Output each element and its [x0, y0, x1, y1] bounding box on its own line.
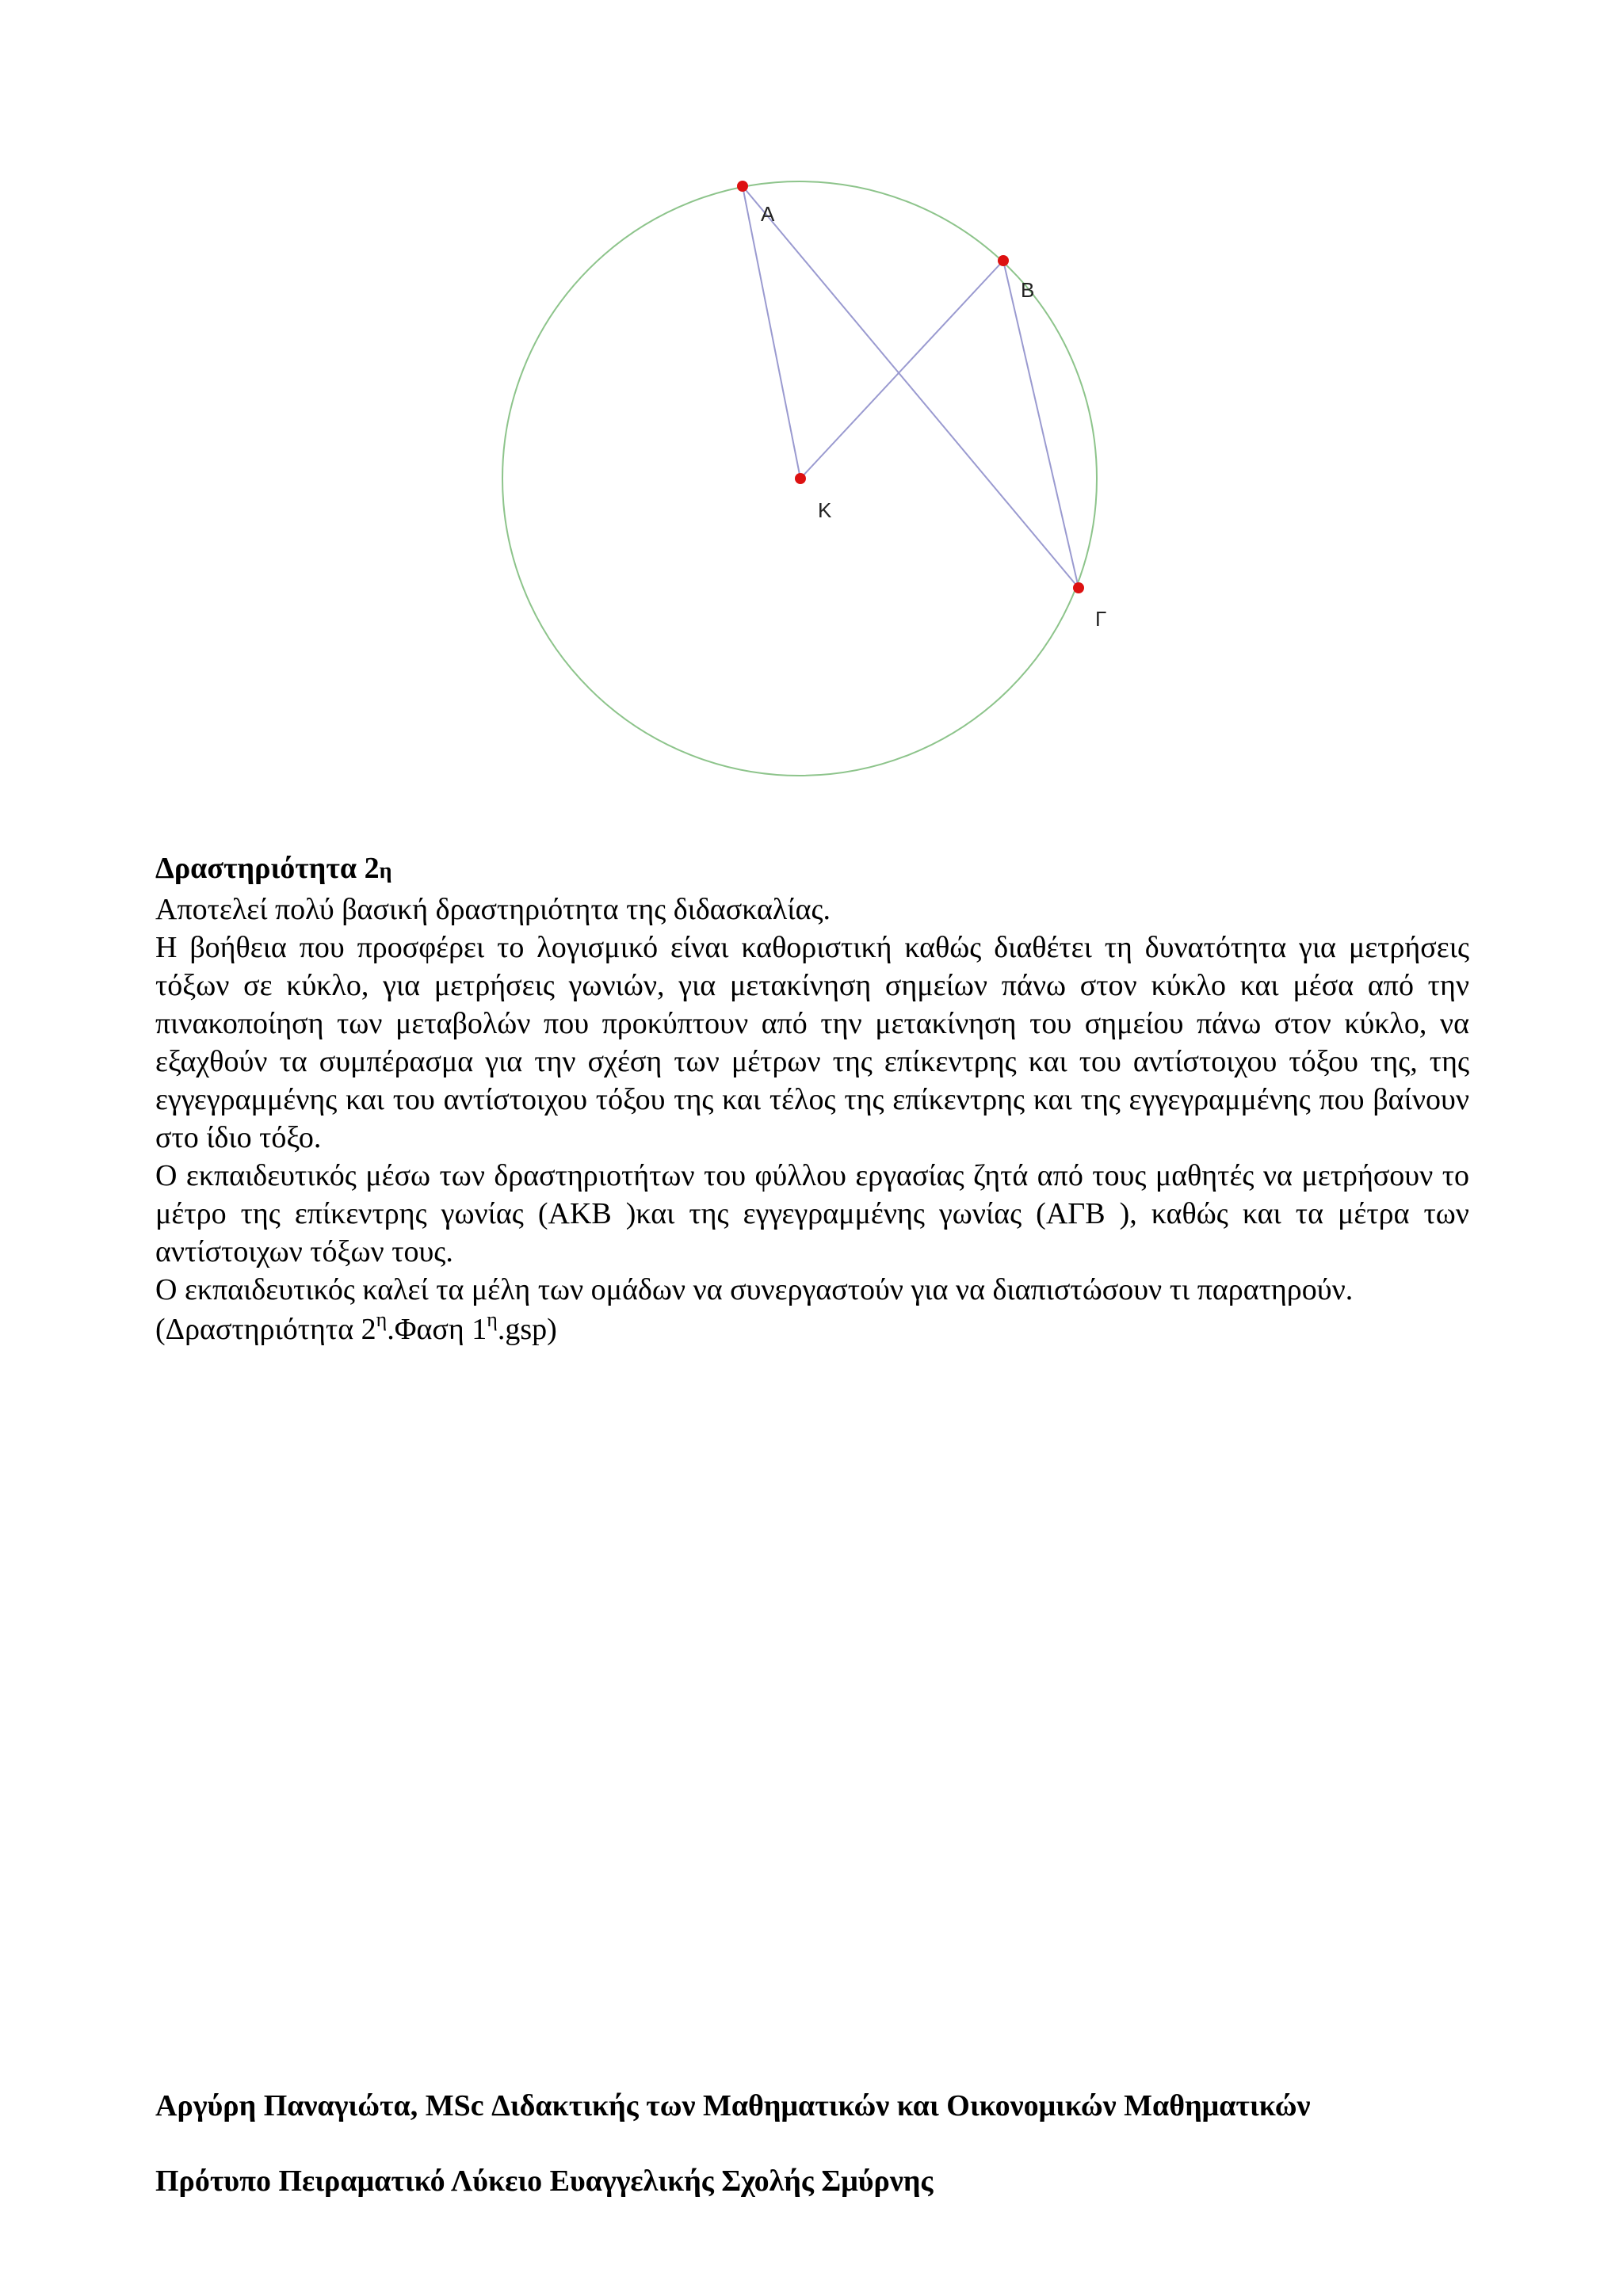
- point-B-label: Β: [1021, 278, 1035, 302]
- file-ref-part1: (Δραστηριότητα 2: [155, 1313, 376, 1346]
- point-A[interactable]: [737, 181, 748, 192]
- file-ref-sup2: η: [487, 1308, 498, 1332]
- point-K-label: Κ: [818, 498, 832, 522]
- footer-author: Αργύρη Παναγιώτα, MSc Διδακτικής των Μαθηματικών και Οικονομικών Μαθηματικών: [155, 2089, 1311, 2122]
- segment-AG: [743, 186, 1079, 588]
- paragraph-teacher-groups: Ο εκπαιδευτικός καλεί τα μέλη των ομάδων να συνεργαστούν για να διαπιστώσουν τι παρατηρούν.: [155, 1273, 1354, 1306]
- point-B[interactable]: [998, 255, 1009, 266]
- point-A-label: Α: [761, 202, 775, 226]
- heading-text: Δραστηριότητα 2: [155, 852, 380, 885]
- file-ref-part3: .gsp): [497, 1313, 557, 1346]
- segment-BG: [1003, 261, 1079, 588]
- point-K[interactable]: [795, 473, 806, 484]
- paragraph-teacher-measure: Ο εκπαιδευτικός μέσω των δραστηριοτήτων του φύλλου εργασίας ζητά από τους μαθητές να μετρήσουν το μέτρο της επίκεντρης γωνίας (ΑΚΒ )και της εγγεγραμμένης γωνίας (ΑΓΒ ), καθώς και τα μέτρα των αντίστοιχων τόξων τους.: [155, 1159, 1469, 1268]
- footer-school: Πρότυπο Πειραματικό Λύκειο Ευαγγελικής Σχολής Σμύρνης: [155, 2164, 934, 2198]
- file-reference: [155, 1310, 1469, 1348]
- activity-text: [155, 849, 1469, 1348]
- paragraph-intro: Αποτελεί πολύ βασική δραστηριότητα της διδασκαλίας.: [155, 893, 831, 926]
- heading-sub: η: [379, 859, 392, 883]
- geometry-figure: [0, 0, 1623, 792]
- file-ref-sup1: η: [376, 1308, 388, 1332]
- point-G-label: Γ: [1095, 607, 1107, 631]
- segment-KB: [800, 261, 1003, 479]
- point-G[interactable]: [1073, 582, 1084, 593]
- segment-AK: [743, 186, 800, 479]
- activity-heading: [155, 849, 1469, 891]
- file-ref-part2: .Φαση 1: [387, 1313, 487, 1346]
- paragraph-software: Η βοήθεια που προσφέρει το λογισμικό είναι καθοριστική καθώς διαθέτει τη δυνατότητα για μετρήσεις τόξων σε κύκλο, για μετρήσεις γωνιών, για μετακίνηση σημείων πάνω στον κύκλο και μέσα από την πινακοποίηση των μεταβολών που προκύπτουν από την μετακίνηση του σημείου πάνω στον κύκλο, να εξαχθούν τα συμπέρασμα για την σχέση των μέτρων της επίκεντρης και του αντίστοιχου τόξου της, της εγγεγραμμένης και του αντίστοιχου τόξου της και τέλος της επίκεντρης και της εγγεγραμμένης που βαίνουν στο ίδιο τόξο.: [155, 931, 1469, 1154]
